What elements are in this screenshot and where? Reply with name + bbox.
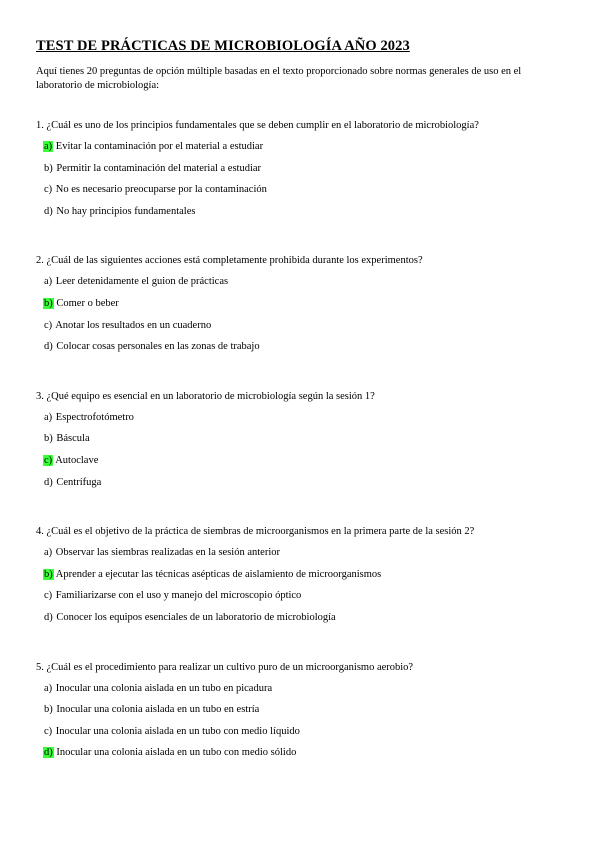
option-text: Observar las siembras realizadas en la sesión anterior xyxy=(53,547,280,559)
option-text: Inocular una colonia aislada en un tubo en estría xyxy=(53,704,260,716)
option-marker: c) xyxy=(44,725,53,737)
question-spacer xyxy=(36,633,566,661)
answer-option xyxy=(43,454,566,468)
option-text: Centrífuga xyxy=(53,476,102,488)
question-block xyxy=(36,254,566,354)
option-marker: d) xyxy=(44,205,53,217)
document-title: TEST DE PRÁCTICAS DE MICROBIOLOGÍA AÑO 2023 xyxy=(36,38,410,54)
answer-option xyxy=(43,611,566,625)
question-text: 4. ¿Cuál es el objetivo de la práctica de siembras de microorganismos en la primera parte de la sesión 2? xyxy=(36,526,475,538)
answer-option xyxy=(43,682,566,696)
correct-answer-marker: b) xyxy=(44,568,53,580)
questions-list xyxy=(36,119,566,760)
option-text: Leer detenidamente el guion de prácticas xyxy=(53,276,229,288)
option-text: No hay principios fundamentales xyxy=(53,205,196,217)
question-block xyxy=(36,525,566,625)
document-page xyxy=(36,38,566,768)
answer-option xyxy=(43,725,566,739)
correct-answer-marker: b) xyxy=(44,297,53,309)
answer-option xyxy=(43,140,566,154)
option-text: Anotar los resultados en un cuaderno xyxy=(53,319,212,331)
option-text: Inocular una colonia aislada en un tubo en picadura xyxy=(53,682,273,694)
answer-option xyxy=(43,275,566,289)
option-marker: b) xyxy=(44,704,53,716)
option-text: Familiarizarse con el uso y manejo del microscopio óptico xyxy=(53,590,302,602)
answer-option xyxy=(43,476,566,490)
answer-option xyxy=(43,546,566,560)
option-text: Permitir la contaminación del material a estudiar xyxy=(53,162,262,174)
correct-answer-marker: d) xyxy=(44,747,53,759)
option-marker: b) xyxy=(44,433,53,445)
option-text: No es necesario preocuparse por la contaminación xyxy=(53,184,267,196)
option-marker: b) xyxy=(44,162,53,174)
question-text: 1. ¿Cuál es uno de los principios fundamentales que se deben cumplir en el laboratorio de microbiología? xyxy=(36,120,479,131)
answer-option xyxy=(43,746,566,760)
answer-option xyxy=(43,319,566,333)
answer-option xyxy=(43,297,566,311)
option-text: Báscula xyxy=(53,433,90,445)
question-text: 5. ¿Cuál es el procedimiento para realizar un cultivo puro de un microorganismo aerobio? xyxy=(36,661,414,673)
option-text: Evitar la contaminación por el material a estudiar xyxy=(53,141,264,152)
answer-option xyxy=(43,568,566,582)
option-marker: a) xyxy=(44,276,53,288)
option-marker: c) xyxy=(44,184,53,196)
option-marker: c) xyxy=(44,319,53,331)
option-marker: c) xyxy=(44,590,53,602)
answer-option xyxy=(43,589,566,603)
option-text: Comer o beber xyxy=(53,297,119,309)
answer-option xyxy=(43,432,566,446)
question-spacer xyxy=(36,497,566,525)
option-marker: a) xyxy=(44,547,53,559)
answer-option xyxy=(43,340,566,354)
option-marker: a) xyxy=(44,411,53,423)
intro-paragraph: Aquí tienes 20 preguntas de opción múltiple basadas en el texto proporcionado sobre normas generales de uso en el laboratorio de microbiología: xyxy=(36,66,522,91)
question-block xyxy=(36,661,566,761)
correct-answer-marker: a) xyxy=(44,141,53,152)
option-text: Colocar cosas personales en las zonas de trabajo xyxy=(53,341,260,353)
option-text: Autoclave xyxy=(53,454,99,466)
correct-answer-marker: c) xyxy=(44,454,53,466)
option-text: Inocular una colonia aislada en un tubo con medio sólido xyxy=(53,747,297,759)
answer-option xyxy=(43,162,566,176)
answer-option xyxy=(43,703,566,717)
answer-option xyxy=(43,205,566,219)
option-text: Inocular una colonia aislada en un tubo con medio líquido xyxy=(53,725,300,737)
answer-option xyxy=(43,183,566,197)
question-block xyxy=(36,390,566,490)
question-spacer xyxy=(36,362,566,390)
answer-option xyxy=(43,411,566,425)
option-marker: d) xyxy=(44,341,53,353)
question-text: 3. ¿Qué equipo es esencial en un laboratorio de microbiología según la sesión 1? xyxy=(36,390,375,402)
option-marker: d) xyxy=(44,611,53,623)
question-text: 2. ¿Cuál de las siguientes acciones está completamente prohibida durante los experimentos? xyxy=(36,255,423,267)
question-block xyxy=(36,119,566,219)
option-marker: a) xyxy=(44,682,53,694)
question-spacer xyxy=(36,226,566,254)
option-text: Espectrofotómetro xyxy=(53,411,134,423)
option-text: Conocer los equipos esenciales de un laboratorio de microbiología xyxy=(53,611,336,623)
option-marker: d) xyxy=(44,476,53,488)
option-text: Aprender a ejecutar las técnicas asépticas de aislamiento de microorganismos xyxy=(53,568,382,580)
